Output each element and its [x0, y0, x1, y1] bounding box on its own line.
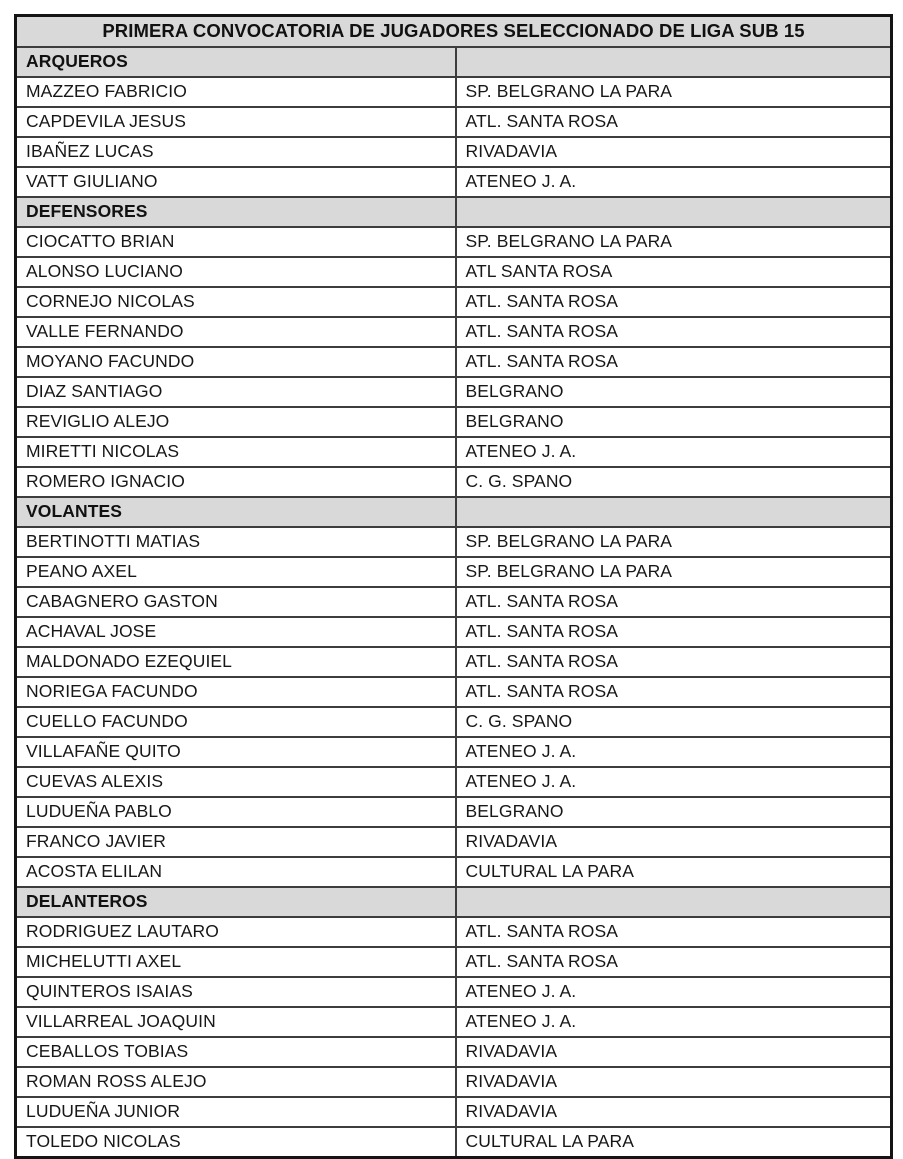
player-row [16, 437, 892, 467]
player-row [16, 1127, 892, 1158]
roster-table [14, 14, 893, 1159]
player-club-cell: SP. BELGRANO LA PARA [456, 527, 892, 557]
section-empty-cell [456, 47, 892, 77]
section-label: ARQUEROS [16, 47, 456, 77]
player-row [16, 1067, 892, 1097]
player-club-cell: ATL. SANTA ROSA [456, 347, 892, 377]
player-row [16, 587, 892, 617]
player-club-cell: BELGRANO [456, 377, 892, 407]
player-club-cell: CULTURAL LA PARA [456, 857, 892, 887]
player-club-cell: SP. BELGRANO LA PARA [456, 557, 892, 587]
player-name-cell: DIAZ SANTIAGO [16, 377, 456, 407]
player-row [16, 827, 892, 857]
player-name-cell: QUINTEROS ISAIAS [16, 977, 456, 1007]
player-name-cell: IBAÑEZ LUCAS [16, 137, 456, 167]
player-row [16, 167, 892, 197]
section-empty-cell [456, 887, 892, 917]
player-club-cell: ATL. SANTA ROSA [456, 107, 892, 137]
player-row [16, 1007, 892, 1037]
player-name-cell: ALONSO LUCIANO [16, 257, 456, 287]
player-row [16, 947, 892, 977]
player-club-cell: CULTURAL LA PARA [456, 1127, 892, 1158]
player-name-cell: ACHAVAL JOSE [16, 617, 456, 647]
player-row [16, 227, 892, 257]
player-row [16, 107, 892, 137]
player-row [16, 137, 892, 167]
player-row [16, 1097, 892, 1127]
player-club-cell: ATENEO J. A. [456, 1007, 892, 1037]
player-club-cell: BELGRANO [456, 797, 892, 827]
page-title: PRIMERA CONVOCATORIA DE JUGADORES SELECCIONADO DE LIGA SUB 15 [16, 16, 892, 48]
player-name-cell: VATT GIULIANO [16, 167, 456, 197]
player-name-cell: MICHELUTTI AXEL [16, 947, 456, 977]
player-row [16, 557, 892, 587]
player-row [16, 797, 892, 827]
player-name-cell: REVIGLIO ALEJO [16, 407, 456, 437]
player-club-cell: C. G. SPANO [456, 467, 892, 497]
player-row [16, 617, 892, 647]
player-club-cell: C. G. SPANO [456, 707, 892, 737]
player-name-cell: ACOSTA ELILAN [16, 857, 456, 887]
player-name-cell: MAZZEO FABRICIO [16, 77, 456, 107]
player-row [16, 857, 892, 887]
player-club-cell: ATL. SANTA ROSA [456, 917, 892, 947]
player-club-cell: SP. BELGRANO LA PARA [456, 77, 892, 107]
player-row [16, 977, 892, 1007]
player-club-cell: RIVADAVIA [456, 827, 892, 857]
player-club-cell: ATL. SANTA ROSA [456, 317, 892, 347]
player-name-cell: FRANCO JAVIER [16, 827, 456, 857]
player-name-cell: CABAGNERO GASTON [16, 587, 456, 617]
player-name-cell: LUDUEÑA PABLO [16, 797, 456, 827]
player-club-cell: ATL. SANTA ROSA [456, 587, 892, 617]
player-club-cell: ATL. SANTA ROSA [456, 677, 892, 707]
player-name-cell: VILLARREAL JOAQUIN [16, 1007, 456, 1037]
player-club-cell: RIVADAVIA [456, 1037, 892, 1067]
roster-table-body [16, 16, 892, 1158]
player-row [16, 737, 892, 767]
section-label: VOLANTES [16, 497, 456, 527]
player-row [16, 407, 892, 437]
player-name-cell: VALLE FERNANDO [16, 317, 456, 347]
section-label: DEFENSORES [16, 197, 456, 227]
player-name-cell: MALDONADO EZEQUIEL [16, 647, 456, 677]
player-club-cell: ATL. SANTA ROSA [456, 947, 892, 977]
player-name-cell: BERTINOTTI MATIAS [16, 527, 456, 557]
player-club-cell: ATENEO J. A. [456, 737, 892, 767]
player-club-cell: SP. BELGRANO LA PARA [456, 227, 892, 257]
player-row [16, 707, 892, 737]
player-name-cell: CUEVAS ALEXIS [16, 767, 456, 797]
player-club-cell: RIVADAVIA [456, 1097, 892, 1127]
player-name-cell: ROMAN ROSS ALEJO [16, 1067, 456, 1097]
player-name-cell: ROMERO IGNACIO [16, 467, 456, 497]
section-label: DELANTEROS [16, 887, 456, 917]
player-name-cell: RODRIGUEZ LAUTARO [16, 917, 456, 947]
section-empty-cell [456, 497, 892, 527]
player-club-cell: ATL. SANTA ROSA [456, 617, 892, 647]
player-name-cell: NORIEGA FACUNDO [16, 677, 456, 707]
section-empty-cell [456, 197, 892, 227]
player-club-cell: ATL. SANTA ROSA [456, 647, 892, 677]
player-row [16, 377, 892, 407]
player-row [16, 257, 892, 287]
player-club-cell: ATENEO J. A. [456, 167, 892, 197]
player-name-cell: VILLAFAÑE QUITO [16, 737, 456, 767]
player-name-cell: MOYANO FACUNDO [16, 347, 456, 377]
player-name-cell: LUDUEÑA JUNIOR [16, 1097, 456, 1127]
section-header-row [16, 197, 892, 227]
player-club-cell: ATL SANTA ROSA [456, 257, 892, 287]
section-header-row [16, 887, 892, 917]
player-club-cell: RIVADAVIA [456, 137, 892, 167]
player-name-cell: CORNEJO NICOLAS [16, 287, 456, 317]
player-club-cell: BELGRANO [456, 407, 892, 437]
player-row [16, 527, 892, 557]
player-row [16, 1037, 892, 1067]
player-row [16, 287, 892, 317]
player-club-cell: ATL. SANTA ROSA [456, 287, 892, 317]
section-header-row [16, 497, 892, 527]
player-row [16, 677, 892, 707]
player-name-cell: TOLEDO NICOLAS [16, 1127, 456, 1158]
player-name-cell: CEBALLOS TOBIAS [16, 1037, 456, 1067]
player-club-cell: ATENEO J. A. [456, 437, 892, 467]
player-name-cell: MIRETTI NICOLAS [16, 437, 456, 467]
player-row [16, 347, 892, 377]
player-name-cell: CIOCATTO BRIAN [16, 227, 456, 257]
player-club-cell: ATENEO J. A. [456, 767, 892, 797]
player-row [16, 647, 892, 677]
player-row [16, 317, 892, 347]
player-name-cell: PEANO AXEL [16, 557, 456, 587]
player-club-cell: ATENEO J. A. [456, 977, 892, 1007]
player-name-cell: CAPDEVILA JESUS [16, 107, 456, 137]
player-club-cell: RIVADAVIA [456, 1067, 892, 1097]
section-header-row [16, 47, 892, 77]
player-row [16, 767, 892, 797]
player-row [16, 467, 892, 497]
player-row [16, 77, 892, 107]
title-row [16, 16, 892, 48]
player-row [16, 917, 892, 947]
player-name-cell: CUELLO FACUNDO [16, 707, 456, 737]
